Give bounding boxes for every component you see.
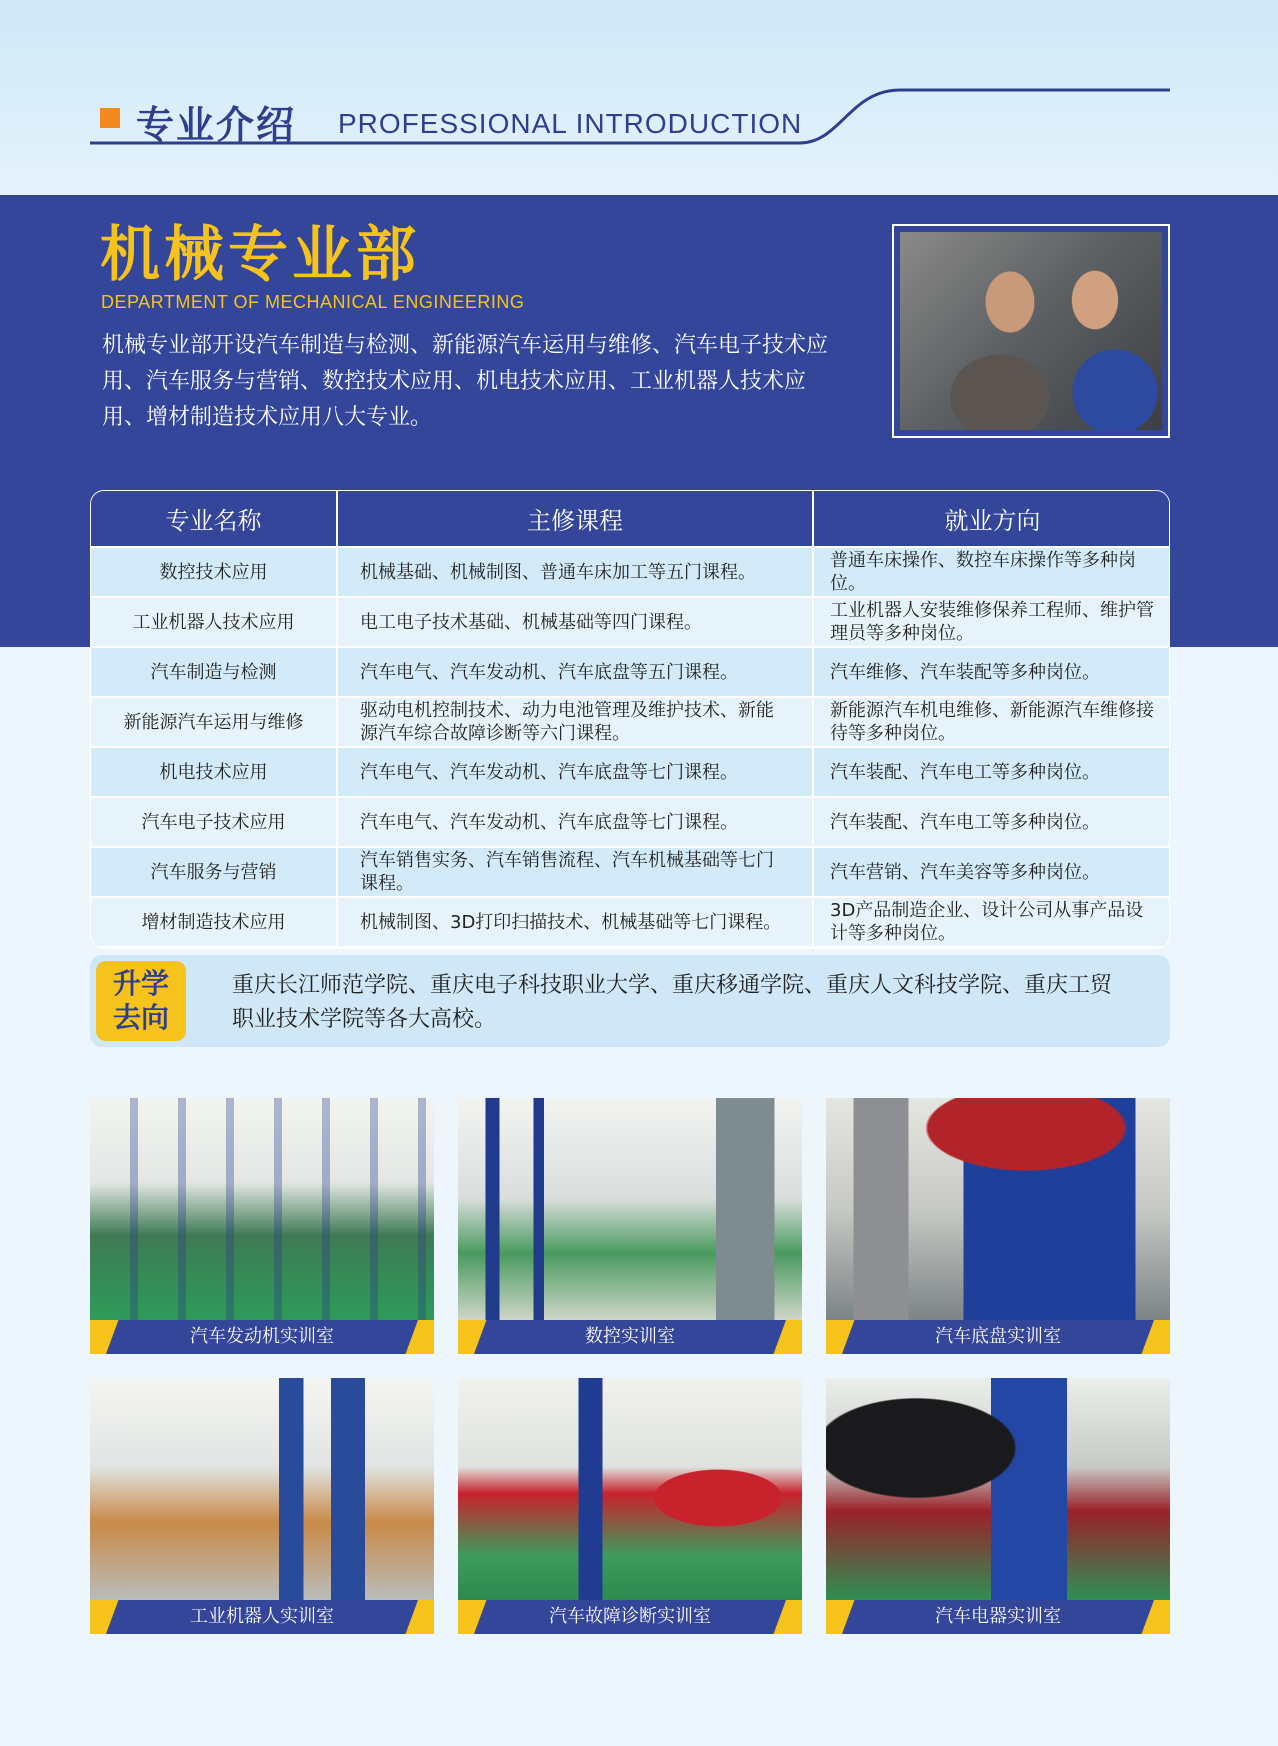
table-cell-career: 普通车床操作、数控车床操作等多种岗位。	[813, 547, 1170, 597]
caption-bar	[90, 1600, 434, 1634]
table-cell-career: 新能源汽车机电维修、新能源汽车维修接待等多种岗位。	[813, 697, 1170, 747]
electrical-lab-photo	[826, 1378, 1170, 1600]
major-table	[90, 490, 1170, 949]
department-description: 机械专业部开设汽车制造与检测、新能源汽车运用与维修、汽车电子技术应用、汽车服务与营销、数控技术应用、机电技术应用、工业机器人技术应用、增材制造技术应用八大专业。	[102, 333, 829, 430]
table-row	[91, 747, 1170, 797]
further-study-tag-line2: 去向	[112, 1001, 169, 1034]
table-header-major: 专业名称	[91, 491, 337, 547]
caption-text: 汽车发动机实训室	[190, 1326, 334, 1347]
cnc-lab-photo	[458, 1098, 802, 1320]
further-study-text: 重庆长江师范学院、重庆电子科技职业大学、重庆移通学院、重庆人文科技学院、重庆工贸职业技术学院等各大高校。	[232, 973, 1113, 1032]
table-cell-career: 汽车装配、汽车电工等多种岗位。	[813, 747, 1170, 797]
caption-text: 汽车电器实训室	[935, 1606, 1061, 1627]
table-row	[91, 797, 1170, 847]
table-cell-major: 增材制造技术应用	[91, 897, 337, 947]
table-row	[91, 547, 1170, 597]
department-photo	[900, 232, 1162, 430]
table-cell-career: 汽车维修、汽车装配等多种岗位。	[813, 647, 1170, 697]
table-header-courses: 主修课程	[337, 491, 813, 547]
table-header-career: 就业方向	[813, 491, 1170, 547]
table-cell-courses: 汽车电气、汽车发动机、汽车底盘等五门课程。	[337, 647, 813, 697]
diagnosis-lab-photo	[458, 1378, 802, 1600]
table-cell-major: 新能源汽车运用与维修	[91, 697, 337, 747]
gallery-card-cnc-lab	[458, 1098, 802, 1360]
department-name-en: DEPARTMENT OF MECHANICAL ENGINEERING	[101, 292, 525, 312]
caption-text: 数控实训室	[585, 1326, 675, 1347]
further-study-tag-line1: 升学	[112, 967, 169, 1000]
table-cell-courses: 汽车电气、汽车发动机、汽车底盘等七门课程。	[337, 797, 813, 847]
caption-text: 汽车底盘实训室	[935, 1326, 1061, 1347]
caption-bar	[826, 1320, 1170, 1354]
section-title-en: PROFESSIONAL INTRODUCTION	[338, 108, 803, 139]
table-cell-major: 工业机器人技术应用	[91, 597, 337, 647]
gallery-card-electrical-lab	[826, 1378, 1170, 1640]
table-row	[91, 647, 1170, 697]
gallery-card-robot-lab	[90, 1378, 434, 1640]
table-cell-major: 汽车制造与检测	[91, 647, 337, 697]
table-cell-courses: 汽车电气、汽车发动机、汽车底盘等七门课程。	[337, 747, 813, 797]
table-header-row	[91, 491, 1170, 547]
caption-bar	[458, 1320, 802, 1354]
gallery-card-chassis-lab	[826, 1098, 1170, 1360]
caption-bar	[826, 1600, 1170, 1634]
table-cell-major: 数控技术应用	[91, 547, 337, 597]
table-cell-career: 汽车装配、汽车电工等多种岗位。	[813, 797, 1170, 847]
table-cell-courses: 机械基础、机械制图、普通车床加工等五门课程。	[337, 547, 813, 597]
table-row	[91, 847, 1170, 897]
section-title-cn: 专业介绍	[136, 103, 297, 147]
caption-text: 工业机器人实训室	[190, 1606, 334, 1627]
chassis-lab-photo	[826, 1098, 1170, 1320]
table-cell-career: 工业机器人安装维修保养工程师、维护管理员等多种岗位。	[813, 597, 1170, 647]
caption-bar	[458, 1600, 802, 1634]
department-name-cn: 机械专业部	[100, 220, 420, 290]
table-cell-major: 机电技术应用	[91, 747, 337, 797]
table-cell-courses: 汽车销售实务、汽车销售流程、汽车机械基础等七门课程。	[337, 847, 813, 897]
table-cell-major: 汽车电子技术应用	[91, 797, 337, 847]
table-row	[91, 597, 1170, 647]
table-row	[91, 897, 1170, 947]
header-underline	[0, 0, 1278, 160]
caption-bar	[90, 1320, 434, 1354]
table-row	[91, 697, 1170, 747]
further-study-box	[90, 955, 1170, 1047]
gallery-card-engine-lab	[90, 1098, 434, 1360]
caption-text: 汽车故障诊断实训室	[549, 1606, 711, 1627]
table-cell-career: 汽车营销、汽车美容等多种岗位。	[813, 847, 1170, 897]
robot-lab-photo	[90, 1378, 434, 1600]
gallery-card-diagnosis-lab	[458, 1378, 802, 1640]
department-photo-frame	[892, 224, 1170, 438]
engine-lab-photo	[90, 1098, 434, 1320]
table-cell-career: 3D产品制造企业、设计公司从事产品设计等多种岗位。	[813, 897, 1170, 947]
table-cell-major: 汽车服务与营销	[91, 847, 337, 897]
table-cell-courses: 驱动电机控制技术、动力电池管理及维护技术、新能源汽车综合故障诊断等六门课程。	[337, 697, 813, 747]
table-cell-courses: 机械制图、3D打印扫描技术、机械基础等七门课程。	[337, 897, 813, 947]
table-cell-courses: 电工电子技术基础、机械基础等四门课程。	[337, 597, 813, 647]
further-study-tag	[96, 961, 186, 1041]
